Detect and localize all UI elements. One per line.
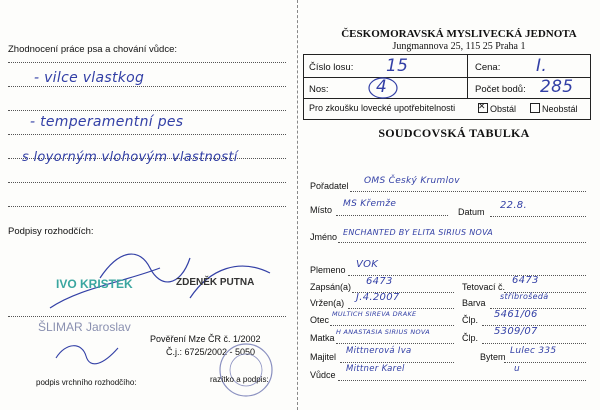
writing-line xyxy=(8,206,286,207)
organization-address: Jungmannova 25, 115 25 Praha 1 xyxy=(392,41,526,52)
mother-studbook-line xyxy=(482,343,586,344)
writing-line xyxy=(8,110,286,111)
nose-label: Nos: xyxy=(309,84,329,95)
dog-name-value: ENCHANTED BY ELITA SIRIUS NOVA xyxy=(343,228,494,237)
judge-stamp-2: ZDENĚK PUTNA xyxy=(176,277,255,288)
authority-line-2: Č.j.: 6725/2002 - 5050 xyxy=(166,347,256,357)
owner-value: Mittnerová Iva xyxy=(346,346,412,356)
registration-label: Zapsán(a) xyxy=(310,282,352,292)
address-line xyxy=(504,362,586,363)
address-value: Lulec 335 xyxy=(510,346,557,356)
color-label: Barva xyxy=(462,298,486,308)
writing-line xyxy=(8,134,286,135)
handler-value: Mittner Karel xyxy=(346,364,405,374)
organizer-line xyxy=(350,191,586,192)
writing-line xyxy=(8,182,286,183)
owner-line xyxy=(340,362,454,363)
dog-name-label: Jméno xyxy=(310,232,338,242)
mother-value: H ANASTASIA SIRIUS NOVA xyxy=(336,328,430,336)
judge-stamp-1: IVO KRISTEK xyxy=(56,277,133,291)
color-value: stříbrošedá xyxy=(500,292,549,301)
breed-value: VOK xyxy=(356,259,379,270)
writing-line xyxy=(8,62,286,63)
handler-line xyxy=(338,380,586,381)
mother-studbook-label: Člp. xyxy=(462,333,479,343)
scorecard-title: SOUDCOVSKÁ TABULKA xyxy=(378,126,530,140)
nose-value: 4 xyxy=(376,77,388,97)
points-label: Počet bodů: xyxy=(475,84,526,95)
passed-label: Obstál xyxy=(490,104,517,114)
registration-value: 6473 xyxy=(366,276,393,287)
passed-option xyxy=(478,103,516,114)
owner-label: Majitel xyxy=(310,352,337,362)
chief-judge-stamp: ŠLIMAR Jaroslav xyxy=(38,320,131,334)
signature-line xyxy=(8,316,286,317)
failed-checkbox xyxy=(530,103,540,113)
stamp-signature-label: razítko a podpis: xyxy=(210,375,269,384)
dog-name-line xyxy=(338,242,586,243)
address-continuation-mark: u xyxy=(514,364,521,374)
breed-label: Plemeno xyxy=(310,265,346,275)
lot-label: Číslo losu: xyxy=(309,62,354,73)
fold-line xyxy=(297,0,298,410)
place-label: Místo xyxy=(310,205,333,215)
tattoo-label: Tetovací č. xyxy=(462,282,506,292)
failed-label: Neobstál xyxy=(542,104,578,114)
lot-value: 15 xyxy=(386,56,409,76)
address-label: Bytem xyxy=(480,352,506,362)
authority-line-1: Pověření Mze ČR č. 1/2002 xyxy=(150,334,261,344)
evaluation-line-1: - vilce vlastkog xyxy=(34,70,145,86)
born-line xyxy=(348,308,454,309)
date-value: 22.8. xyxy=(500,200,527,211)
round-stamp xyxy=(216,340,276,400)
place-line xyxy=(336,215,448,216)
prize-value: I. xyxy=(536,56,548,76)
born-label: Vržen(a) xyxy=(310,298,345,308)
mother-label: Matka xyxy=(310,333,335,343)
writing-line xyxy=(8,86,286,87)
organizer-value: OMS Český Krumlov xyxy=(364,176,460,186)
evaluation-label: Zhodnocení práce psa a chování vůdce: xyxy=(8,44,178,55)
evaluation-line-3: s loyorným vlohovým vlastností xyxy=(22,150,238,165)
date-line xyxy=(490,216,586,217)
exam-label: Pro zkoušku lovecké upotřebitelnosti xyxy=(309,103,456,113)
judges-signatures-label: Podpisy rozhodčích: xyxy=(8,226,94,237)
result-box-rule xyxy=(303,98,590,99)
result-box-divider xyxy=(467,55,468,98)
chief-signature-scribble xyxy=(52,338,122,368)
father-value: MULTICH SIREVA DRAKE xyxy=(332,310,417,318)
nose-value-circle xyxy=(366,76,400,100)
organizer-label: Pořadatel xyxy=(310,181,349,191)
organization-name: ČESKOMORAVSKÁ MYSLIVECKÁ JEDNOTA xyxy=(341,28,577,40)
date-label: Datum xyxy=(458,207,485,217)
chief-signature-label: podpis vrchního rozhodčího: xyxy=(36,378,137,387)
passed-checkbox xyxy=(478,103,488,113)
father-line xyxy=(330,325,454,326)
place-value: MS Křemže xyxy=(343,199,397,209)
mother-line xyxy=(336,343,454,344)
father-studbook-label: Člp. xyxy=(462,315,479,325)
father-studbook-value: 5461/06 xyxy=(494,309,538,320)
born-value: J.4.2007 xyxy=(356,292,400,303)
tattoo-value: 6473 xyxy=(512,275,539,286)
points-value: 285 xyxy=(540,77,574,97)
evaluation-line-2: - temperamentní pes xyxy=(30,114,184,130)
handler-label: Vůdce xyxy=(310,370,336,380)
mother-studbook-value: 5309/07 xyxy=(494,326,538,337)
father-label: Otec xyxy=(310,315,330,325)
prize-label: Cena: xyxy=(475,62,501,73)
failed-option xyxy=(530,103,578,114)
